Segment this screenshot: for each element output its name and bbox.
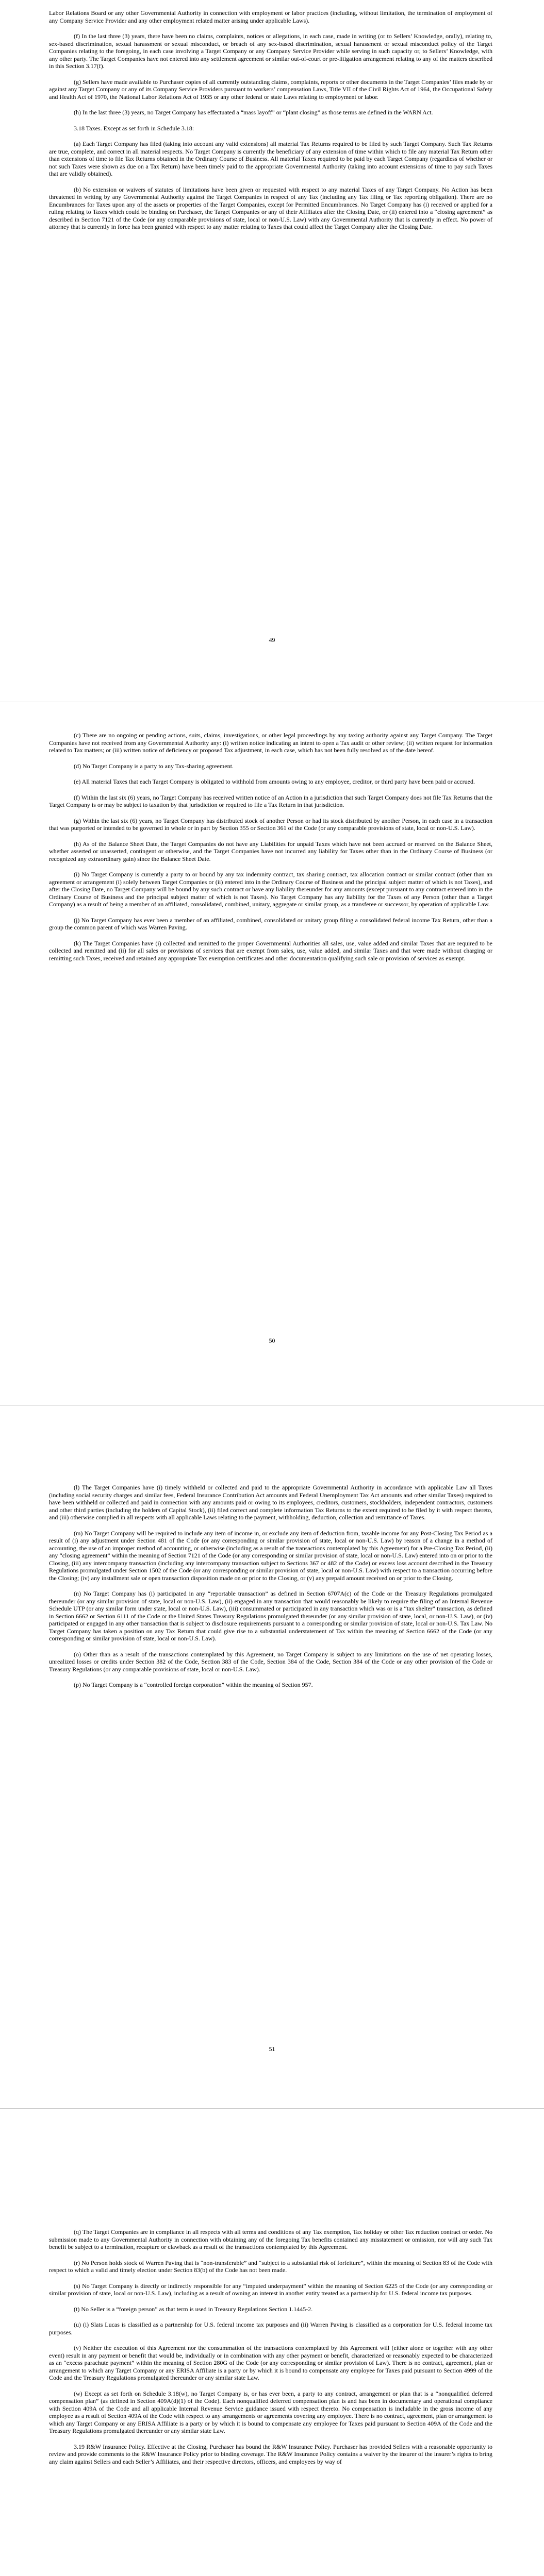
- paragraph: (a) Each Target Company has filed (taking into account any valid extensions) all material Tax Returns required to be filed by such Target Company. Such Tax Returns are true, complete, and correct in all material respects. No Target Company is currently the beneficiary of any extension of time within which to file any material Tax Return other than extensions of time to file Tax Returns obtained in the Ordinary Course of Business. All material Taxes required to be paid by each Target Company (regardless of whether or not such Taxes were shown as due on a Tax Return) have been timely paid to the appropriate Governmental Authority (taking into account extensions of time to pay such Taxes that are validly obtained).: [49, 140, 492, 177]
- page-50: [0, 703, 544, 1404]
- paragraph: (k) The Target Companies have (i) collected and remitted to the proper Governmental Authorities all sales, use, value added and similar Taxes that are required to be collected and remitted and (ii) for all sales or provisions of services that are exempt from sales, use, value added, and similar Taxes and that were made without charging or remitting such Taxes, received and retained any appropriate Tax exemption certificates and other documentation qualifying such sale or provision of services as exempt.: [49, 939, 492, 962]
- paragraph: (o) Other than as a result of the transactions contemplated by this Agreement, no Target Company is subject to any limitations on the use of net operating losses, unrealized losses or credits under Section 382 of the Code, Section 383 of the Code, Section 384 of the Code, Section 384 of the Code or any other provision of the Code or Treasury Regulations (or any comparable provisions of state, local or non-U.S. Law).: [49, 1650, 492, 1673]
- page-51: [0, 1406, 544, 2107]
- paragraph: (n) No Target Company has (i) participated in any “reportable transaction” as defined in Section 6707A(c) of the Code or the Treasury Regulations promulgated thereunder (or any similar provision of state, local or non-U.S. Law), (ii) engaged in any transaction that would reasonably be likely to require the filing of an Internal Revenue Schedule UTP (or any similar form under state, local or non-U.S. Law), (iii) consummated or participated in any transaction which was or is a “tax shelter” transaction, as defined in Section 6662 or Section 6111 of the Code or the United States Treasury Regulations promulgated thereunder (or any similar provision of state, local, or non-U.S. Law), or (iv) participated or engaged in any other transaction that is subject to disclosure requirements pursuant to a corresponding or similar provision of state, local or non-U.S. Tax Law. No Target Company has taken a position on any Tax Return that could give rise to a substantial understatement of Tax within the meaning of Section 6662 of the Code (or any corresponding or similar provision of state, local or non-U.S. Law).: [49, 1590, 492, 1642]
- page-number: 49: [269, 636, 275, 643]
- paragraph: (g) Sellers have made available to Purchaser copies of all currently outstanding claims, complaints, reports or other documents in the Target Companies’ files made by or against any Target Company or any of its Company Service Providers pursuant to workers’ compensation Laws, Title VII of the Civil Rights Act of 1964, the Occupational Safety and Health Act of 1970, the National Labor Relations Act of 1935 or any other federal or state Laws relating to employment or labor.: [49, 78, 492, 100]
- page-text: [49, 732, 492, 970]
- paragraph: (w) Except as set forth on Schedule 3.18(w), no Target Company is, or has ever been, a party to any contract, arrangement or plan that is a “nonqualified deferred compensation plan” (as defined in Section 409A(d)(1) of the Code). Each nonqualified deferred compensation plan is and has been in documentary and operational compliance with Section 409A of the Code and all applicable Internal Revenue Service guidance issued with respect thereto. No compensation is includable in the gross income of any employee as a result of Section 409A of the Code with respect to any arrangements or agreements covering any employee. There is no contract, agreement, plan or arrangement to which any Target Company or any ERISA Affiliate is a party or by which it is bound to compensate any employee for Taxes paid pursuant to Section 409A of the Code and the Treasury Regulations promulgated thereunder or any similar state Law.: [49, 2389, 492, 2434]
- page-text: [49, 9, 492, 239]
- paragraph: (u) (i) Slats Lucas is classified as a partnership for U.S. federal income tax purposes and (ii) Warren Paving is classified as a corporation for U.S. federal income tax purposes.: [49, 2321, 492, 2336]
- paragraph: (p) No Target Company is a “controlled foreign corporation” within the meaning of Section 957.: [74, 1681, 313, 1688]
- section-heading: 3.19 R&W Insurance Policy. Effective at the Closing, Purchaser has bound the R&W Insurance Policy. Purchaser has provided Sellers with a reasonable opportunity to review and provide comments to the R&W Insurance Policy prior to binding coverage. The R&W Insurance Policy contains a waiver by the insurer of the insurer’s rights to bring any claim against Sellers and each Seller’s Affiliates, and their respective directors, officers, and employees by way of: [49, 2443, 492, 2465]
- page-52: [0, 2110, 544, 2576]
- paragraph: (d) No Target Company is a party to any Tax-sharing agreement.: [74, 762, 234, 770]
- paragraph: (f) Within the last six (6) years, no Target Company has received written notice of an Action in a jurisdiction that such Target Company does not file Tax Returns that the Target Company is or may be subject to taxation by that jurisdiction or required to file a Tax Return in that jurisdiction.: [49, 793, 492, 808]
- page-divider: [0, 2108, 544, 2109]
- paragraph: Labor Relations Board or any other Governmental Authority in connection with employment or labor practices (including, without limitation, the termination of employment of any Company Service Provider and any other employment related matter arising under applicable Laws).: [49, 9, 492, 24]
- page-text: [49, 2228, 492, 2473]
- section-heading: 3.18 Taxes. Except as set forth in Schedule 3.18:: [74, 124, 194, 132]
- page-number: 50: [269, 1337, 275, 1344]
- paragraph: (e) All material Taxes that each Target Company is obligated to withhold from amounts owing to any employee, creditor, or third party have been paid or accrued.: [74, 778, 475, 785]
- paragraph: (m) No Target Company will be required to include any item of income in, or exclude any item of deduction from, taxable income for any Post-Closing Tax Period as a result of (i) any adjustment under Section 481 of the Code (or any corresponding or similar provision of state, local or non-U.S. Law) by reason of a change in a method of accounting, the use of an improper method of accounting, or otherwise (including as a result of the transactions contemplated by this Agreement) for a Pre-Closing Tax Period, (ii) any “closing agreement” within the meaning of Section 7121 of the Code (or any corresponding or similar provision of state, local or non-U.S. Law) entered into on or prior to the Closing, (iii) any intercompany transaction (including any intercompany transaction subject to Sections 367 or 482 of the Code) or excess loss account described in the Treasury Regulations promulgated under Section 1502 of the Code (or any corresponding or similar provision of state, local or non-U.S. Law) with respect to a transaction occurring before the Closing; (iv) any installment sale or open transaction disposition made on or prior to the Closing, or (v) any prepaid amount received on or prior to the Closing.: [49, 1529, 492, 1582]
- paragraph: (i) No Target Company is currently a party to or bound by any tax indemnity contract, tax sharing contract, tax allocation contract or similar contract (other than an agreement or arrangement (i) solely between Target Companies or (ii) entered into in the Ordinary Course of Business and the principal subject matter of which is not Taxes), and after the Closing Date, no Target Company will be bound by any such contract or have any liability thereunder for any amounts (except pursuant to any contract entered into in the Ordinary Course of Business and the principal subject matter of which is not Taxes). No Target Company has any liability for the Taxes of any Person (other than a Target Company) as a result of being a member of an affiliated, consolidated, combined, unitary, aggregate or similar group, as a transferee or successor, by operation of applicable Law.: [49, 871, 492, 908]
- paragraph: (j) No Target Company has ever been a member of an affiliated, combined, consolidated or unitary group filing a consolidated federal income Tax Return, other than a group the common parent of which was Warren Paving.: [49, 916, 492, 931]
- paragraph: (b) No extension or waivers of statutes of limitations have been given or requested with respect to any material Taxes of any Target Company. No Action has been threatened in writing by any Governmental Authority against the Target Companies in respect of any Tax (including any Tax filing or Tax reporting obligation). There are no Encumbrances for Taxes upon any of the assets or properties of the Target Companies, except for Permitted Encumbrances. No Target Company has (i) received or applied for a ruling relating to Taxes which could be binding on Purchaser, the Target Companies or any of their Affiliates after the Closing Date, or (ii) entered into a “closing agreement” as described in Section 7121 of the Code (or any comparable provisions of state, local or non-U.S. Law) with any Governmental Authority that is currently in effect. No power of attorney that is currently in force has been granted with respect to any matter relating to Taxes that could affect the Target Company after the Closing Date.: [49, 185, 492, 230]
- paragraph: (h) As of the Balance Sheet Date, the Target Companies do not have any Liabilities for unpaid Taxes which have not been accrued or reserved on the Balance Sheet, whether asserted or unasserted, contingent or otherwise, and the Target Companies have not incurred any liability for Taxes other than in the Ordinary Course of Business (or recognized any extraordinary gain) since the Balance Sheet Date.: [49, 840, 492, 862]
- paragraph: (v) Neither the execution of this Agreement nor the consummation of the transactions contemplated by this Agreement will (either alone or together with any other event) result in any payment or benefit that would be, individually or in combination with any other payment or benefit, characterized or reasonably expected to be characterized as an “excess parachute payment” within the meaning of Section 280G of the Code (or any corresponding or similar provision of Law). There is no contract, agreement, plan or arrangement to which any Target Company or any ERISA Affiliate is a party or by which it is bound to compensate any employee for Taxes paid pursuant to Section 4999 of the Code and the Treasury Regulations promulgated thereunder or any similar state Law.: [49, 2344, 492, 2381]
- paragraph: (q) The Target Companies are in compliance in all respects with all terms and conditions of any Tax exemption, Tax holiday or other Tax reduction contract or order. No submission made to any Governmental Authority in connection with obtaining any of the foregoing Tax benefits contained any misstatement or omission, nor will any such Tax benefit be subject to a termination, recapture or clawback as a result of the transactions contemplated by this Agreement.: [49, 2228, 492, 2250]
- paragraph: (t) No Seller is a “foreign person” as that term is used in Treasury Regulations Section 1.1445-2.: [74, 2305, 313, 2313]
- paragraph: (c) There are no ongoing or pending actions, suits, claims, investigations, or other legal proceedings by any taxing authority against any Target Company. The Target Companies have not received from any Governmental Authority any: (i) written notice indicating an intent to open a Tax audit or other review; (ii) written request for information related to Tax matters; or (iii) written notice of deficiency or proposed Tax adjustment, in each case, which has not been fully resolved as of the date hereof.: [49, 732, 492, 754]
- paragraph: (f) In the last three (3) years, there have been no claims, complaints, notices or allegations, in each case, made in writing (or to Sellers’ Knowledge, orally), relating to, sex-based discrimination, sexual harassment or sexual misconduct, or breach of any sex-based discrimination, sexual harassment or sexual misconduct policy of the Target Companies relating to the foregoing, in each case involving a Target Company or any Company Service Provider while serving in such capacity or, to Sellers’ Knowledge, with any other party. The Target Companies have not entered into any settlement agreement or similar out-of-court or pre-litigation arrangement relating to any of the matters described in this Section 3.17(f).: [49, 32, 492, 70]
- paragraph: (h) In the last three (3) years, no Target Company has effectuated a “mass layoff” or “plant closing” as those terms are defined in the WARN Act.: [74, 109, 433, 116]
- page-49: [0, 0, 544, 701]
- paragraph: (s) No Target Company is directly or indirectly responsible for any “imputed underpayment” within the meaning of Section 6225 of the Code (or any corresponding or similar provision of state, local or non-U.S. Law), including as a result of owning an interest in another entity treated as a partnership for U.S. federal income tax purposes.: [49, 2282, 492, 2297]
- paragraph: (r) No Person holds stock of Warren Paving that is “non-transferable” and “subject to a substantial risk of forfeiture”, within the meaning of Section 83 of the Code with respect to which a valid and timely election under Section 83(b) of the Code has not been made.: [49, 2259, 492, 2274]
- page-text: [49, 1484, 492, 1697]
- paragraph: (l) The Target Companies have (i) timely withheld or collected and paid to the appropriate Governmental Authority in accordance with applicable Law all Taxes (including social security charges and similar fees, Federal Insurance Contribution Act amounts and Federal Unemployment Tax Act amounts and other similar Taxes) required to have been withheld or collected and paid in connection with any amounts paid or owing to its employees, creditors, customers, stockholders, independent contractors, customers and other third parties (including the holders of Capital Stock), (ii) filed correct and complete information Tax Returns to the extent required to be filed by it with respect thereto, and (iii) otherwise complied in all respects with all applicable Laws relating to the payment, withholding, deduction, collection and remittance of Taxes.: [49, 1484, 492, 1521]
- paragraph: (g) Within the last six (6) years, no Target Company has distributed stock of another Person or had its stock distributed by another Person, in each case in a transaction that was purported or intended to be governed in whole or in part by Section 355 or Section 361 of the Code (or any comparable provisions of state, local or non-U.S. Law).: [49, 817, 492, 832]
- page-number: 51: [269, 2045, 275, 2053]
